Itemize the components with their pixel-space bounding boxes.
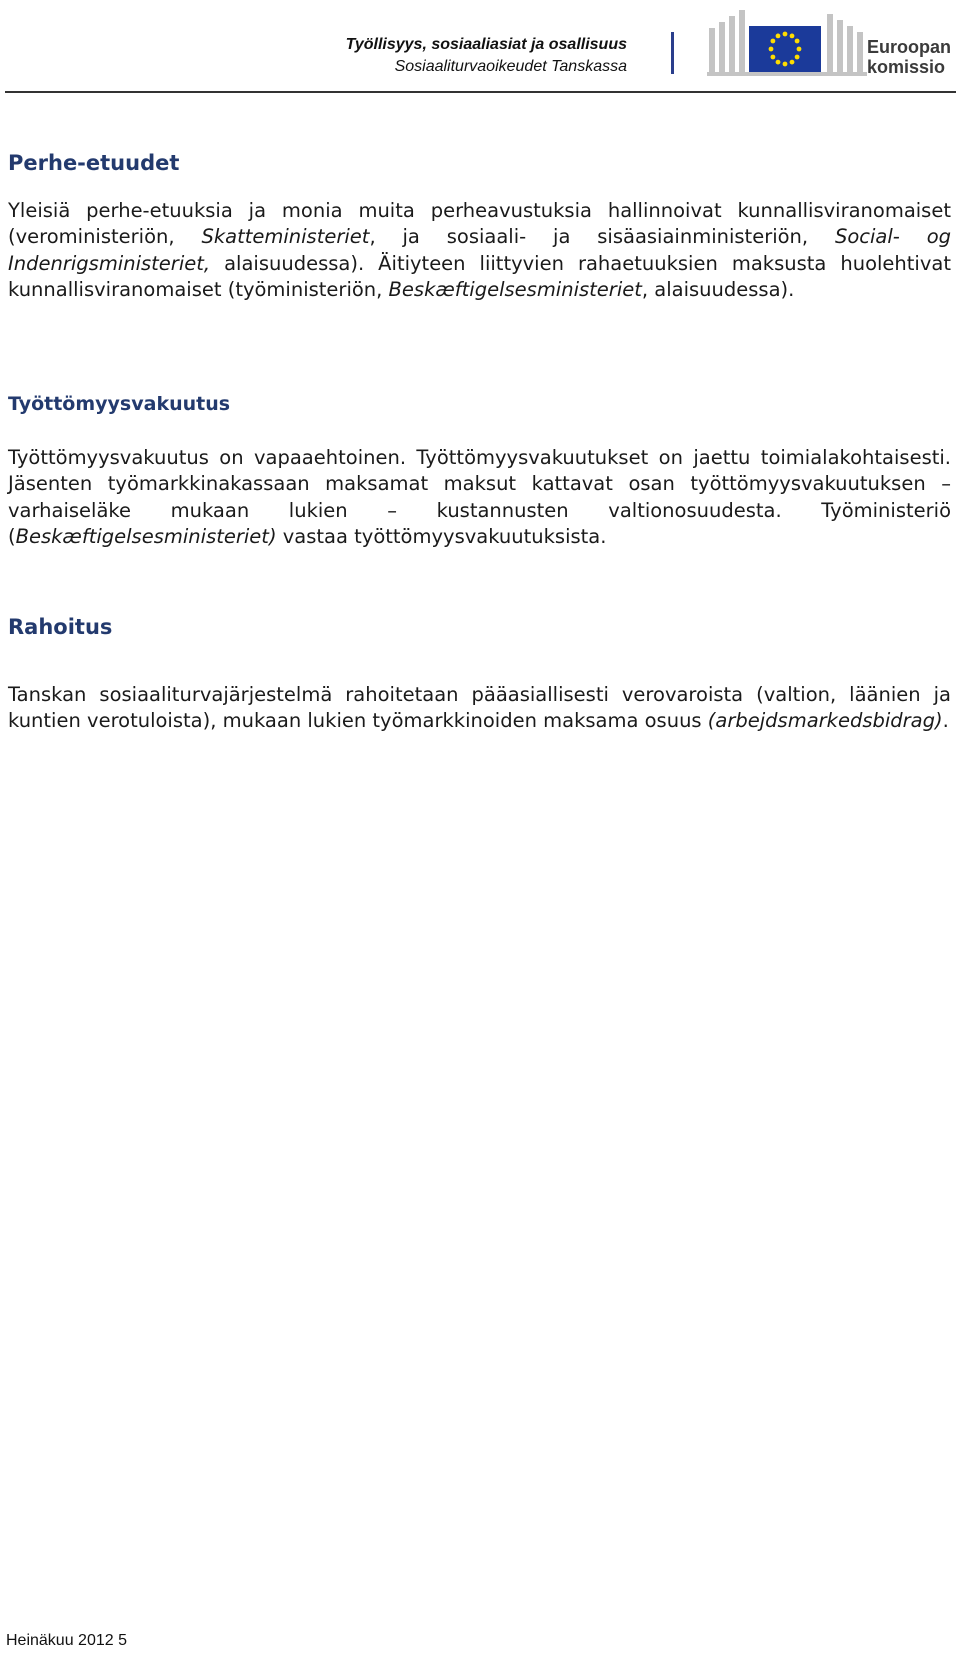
header-title: Työllisyys, sosiaaliasiat ja osallisuus — [345, 36, 627, 53]
logo-text-line2: komissio — [867, 57, 946, 77]
text-segment: Yleisiä perhe-etuuksia ja monia muita perheavustuksia hallinnoivat kunnallisviranomaiset (veroministeriön, — [8, 199, 951, 249]
header-rule — [5, 91, 956, 93]
heading-tyottomyysvakuutus: Työttömyysvakuutus — [8, 393, 231, 415]
text-segment: alaisuudessa). Äitiyteen liittyvien rahaetuuksien maksusta huolehtivat kunnallisviranomaiset (työministeriön, — [8, 251, 951, 301]
term-arbejdsmarkedsbidrag: (arbejdsmarkedsbidrag) — [707, 709, 943, 733]
term-beskaeftigelsesministeriet: Beskæftigelsesministeriet — [388, 277, 642, 301]
text-segment: , alaisuudessa). — [641, 277, 795, 301]
term-beskaeftigelsesministeriet: Beskæftigelsesministeriet) — [15, 524, 277, 548]
text-segment: vastaa työttömyysvakuutuksista. — [276, 524, 607, 548]
paragraph-rahoitus — [8, 682, 951, 735]
term-social-og-indenrigsministeriet: Social- og Indenrigsministeriet, — [8, 225, 952, 275]
text-segment: . — [942, 709, 949, 733]
logo-text-line1: Euroopan — [867, 37, 951, 57]
heading-perhe-etuudet: Perhe-etuudet — [8, 151, 180, 175]
page-footer: Heinäkuu 2012 5 — [6, 1632, 127, 1649]
text-segment: Työttömyysvakuutus on vapaaehtoinen. Työttömyysvakuutukset on jaettu toimialakohtaisesti. Jäsenten työmarkkinakassaan maksamat maksut kattavat osan työttömyysvakuutuksen – varhaiseläke mukaan lukien – kustannusten valtionosuudesta. Työministeriö ( — [8, 446, 951, 548]
header-subtitle: Sosiaaliturvaoikeudet Tanskassa — [394, 58, 627, 75]
paragraph-perhe-etuudet — [8, 198, 951, 303]
paragraph-tyottomyysvakuutus — [8, 445, 951, 550]
heading-rahoitus: Rahoitus — [8, 615, 113, 639]
eu-flag-icon — [707, 6, 867, 78]
text-segment: , ja sosiaali- ja sisäasiainministeriön, — [369, 225, 835, 249]
term-skatteministeriet: Skatteministeriet — [201, 225, 370, 249]
text-segment: Tanskan sosiaaliturvajärjestelmä rahoitetaan pääasiallisesti verovaroista (valtion, läänien ja kuntien verotuloista), mukaan lukien työmarkkinoiden maksama osuus — [8, 683, 951, 733]
header-divider — [671, 32, 674, 74]
